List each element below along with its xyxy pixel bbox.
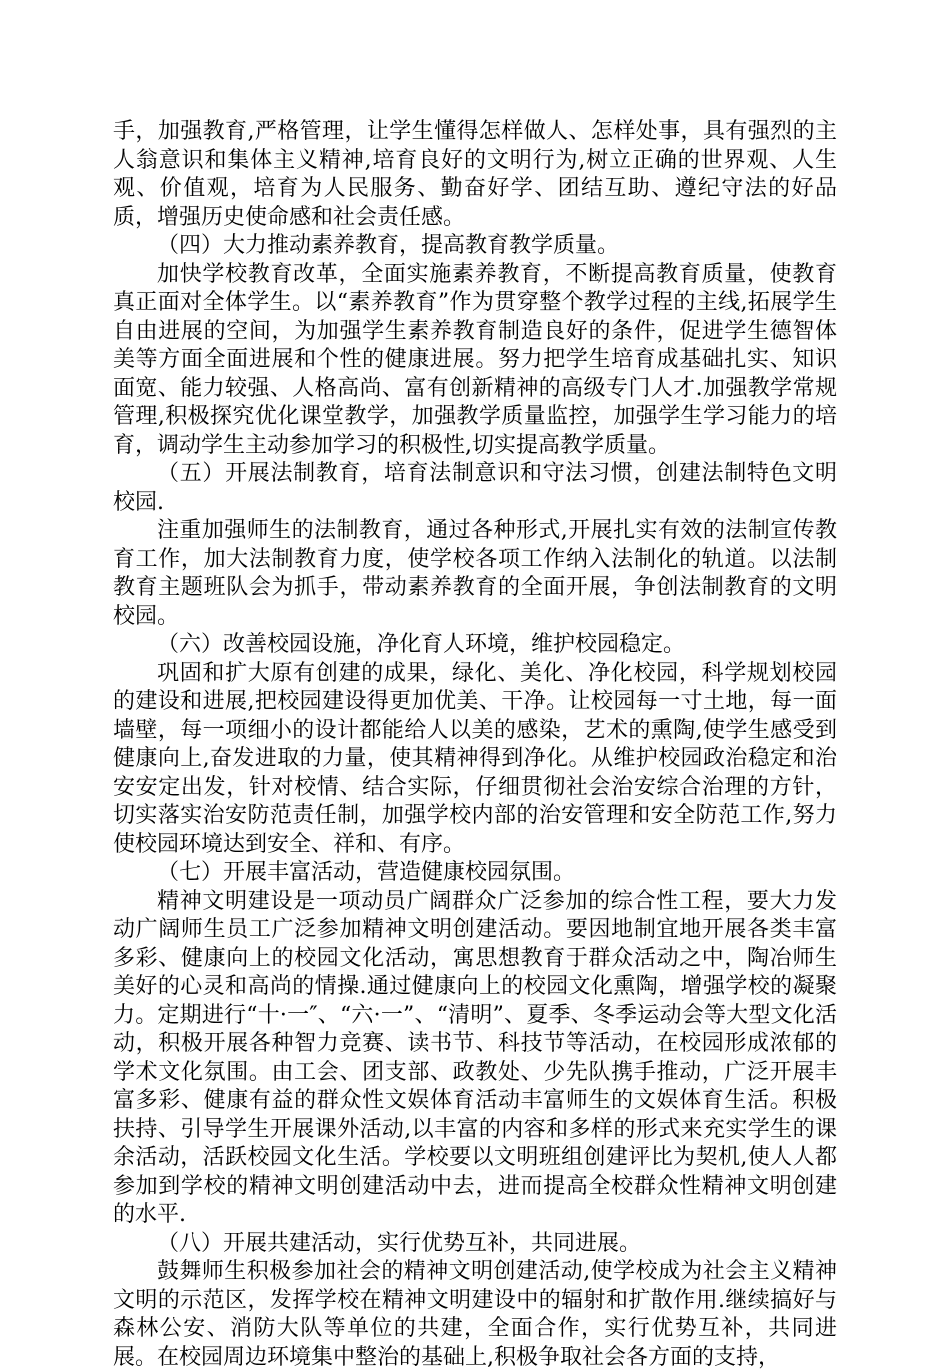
body-paragraph: 注重加强师生的法制教育，通过各种形式,开展扎实有效的法制宣传教育工作，加大法制教育力度，使学校各项工作纳入法制化的轨道。以法制教育主题班队会为抓手，带动素养教育的全面开展，争创法制教育的文明校园。 bbox=[113, 518, 837, 629]
body-paragraph: 加快学校教育改革，全面实施素养教育，不断提高教育质量，使教育真正面对全体学生。以“素养教育”作为贯穿整个教学过程的主线,拓展学生自由进展的空间，为加强学生素养教育制造良好的条件，促进学生德智体美等方面全面进展和个性的健康进展。努力把学生培育成基础扎实、知识面宽、能力较强、人格高尚、富有创新精神的高级专门人才.加强教学常规管理,积极探究优化课堂教学，加强教学质量监控，加强学生学习能力的培育，调动学生主动参加学习的积极性,切实提高教学质量。 bbox=[113, 261, 837, 458]
body-paragraph: 巩固和扩大原有创建的成果，绿化、美化、净化校园，科学规划校园的建设和进展,把校园建设得更加优美、干净。让校园每一寸土地，每一面墙壁，每一项细小的设计都能给人以美的感染，艺术的熏陶,使学生感受到健康向上,奋发进取的力量，使其精神得到净化。从维护校园政治稳定和治安安定出发，针对校情、结合实际，仔细贯彻社会治安综合治理的方针，切实落实治安防范责任制，加强学校内部的治安管理和安全防范工作,努力使校园环境达到安全、祥和、有序。 bbox=[113, 660, 837, 857]
section-heading-6: （六）改善校园设施，净化育人环境，维护校园稳定。 bbox=[157, 632, 686, 657]
section-heading-5: （五）开展法制教育，培育法制意识和守法习惯，创建法制特色文明校园. bbox=[113, 461, 837, 515]
body-paragraph: 精神文明建设是一项动员广阔群众广泛参加的综合性工程，要大力发动广阔师生员工广泛参加精神文明创建活动。要因地制宜地开展各类丰富多彩、健康向上的校园文化活动，寓思想教育于群众活动之中，陶冶师生美好的心灵和高尚的情操.通过健康向上的校园文化熏陶，增强学校的凝聚力。定期进行“十·一″、“六·一”、“清明”、夏季、冬季运动会等大型文化活动，积极开展各种智力竞赛、读书节、科技节等活动，在校园形成浓郁的学术文化氛围。由工会、团支部、政教处、少先队携手推动，广泛开展丰富多彩、健康有益的群众性文娱体育活动丰富师生的文娱体育生活。积极扶持、引导学生开展课外活动,以丰富的内容和多样的形式来充实学生的课余活动，活跃校园文化生活。学校要以文明班组创建评比为契机,使人人都参加到学校的精神文明创建活动中去，进而提高全校群众性精神文明创建的水平. bbox=[113, 888, 837, 1227]
body-paragraph: 手，加强教育,严格管理，让学生懂得怎样做人、怎样处事，具有强烈的主人翁意识和集体主义精神,培育良好的文明行为,树立正确的世界观、人生观、价值观，培育为人民服务、勤奋好学、团结互助、遵纪守法的好品质，增强历史使命感和社会责任感。 bbox=[113, 119, 837, 230]
section-heading-8: （八）开展共建活动，实行优势互补，共同进展。 bbox=[157, 1230, 642, 1256]
body-paragraph: 鼓舞师生积极参加社会的精神文明创建活动,使学校成为社会主义精神文明的示范区，发挥学校在精神文明建设中的辐射和扩散作用.继续搞好与森林公安、消防大队等单位的共建，全面合作，实行优势互补，共同进展。在校园周边环境集中整治的基础上,积极争取社会各方面的支持， bbox=[113, 1259, 837, 1370]
section-heading-7: （七）开展丰富活动，营造健康校园氛围。 bbox=[157, 860, 576, 885]
document-page bbox=[113, 118, 837, 1372]
section-heading-4: （四）大力推动素养教育，提高教育教学质量。 bbox=[157, 233, 620, 258]
